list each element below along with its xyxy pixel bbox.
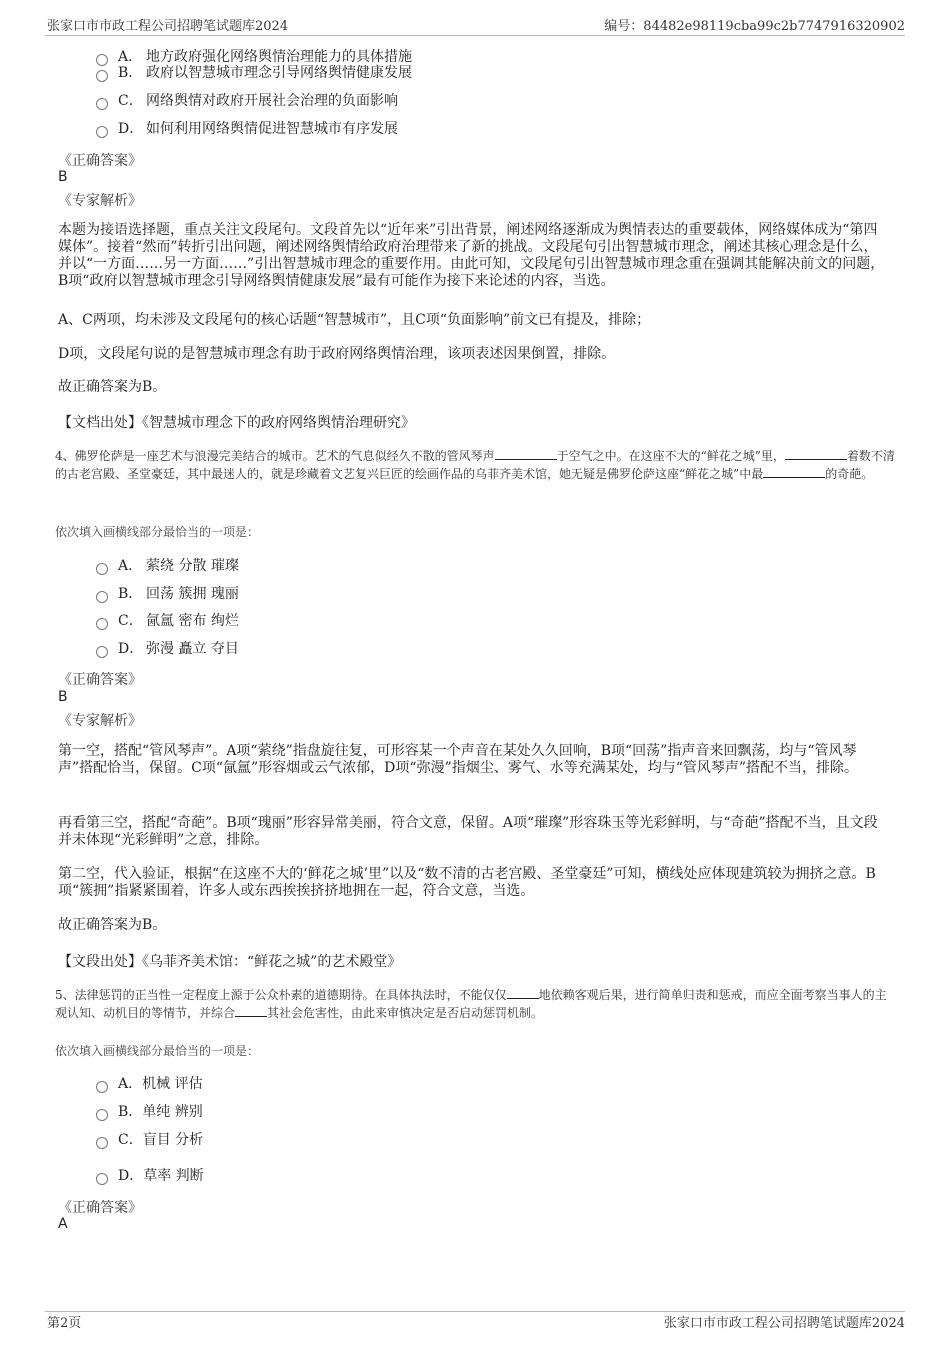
header-title: 张家口市市政工程公司招聘笔试题库2024 <box>47 19 289 34</box>
q4-prompt: 依次填入画横线部分最恰当的一项是： <box>55 525 260 539</box>
page-header <box>45 15 905 36</box>
q5-answer: A <box>58 1216 68 1232</box>
q3-answer: B <box>58 169 68 185</box>
radio-icon[interactable] <box>96 563 108 575</box>
footer-title: 张家口市市政工程公司招聘笔试题库2024 <box>663 1316 905 1331</box>
blank-3 <box>763 466 825 478</box>
q5-option-b[interactable]: B．单纯 辨别 <box>96 1102 203 1122</box>
q4-option-a[interactable]: A． 萦绕 分散 璀璨 <box>96 556 239 576</box>
correct-answer-label: 《正确答案》 <box>58 153 142 169</box>
q3-analysis-1: 本题为接语选择题，重点关注文段尾句。文段首先以“近年来”引出背景，阐述网络逐渐成为舆情表达的重要载体，网络媒体成为“第四媒体”。接着“然而”转折引出问题，阐述网络舆情给政府治理带来了新的挑战。文段尾句引出智慧城市理念，阐述其核心理念是什么，并以“一方面……另一方面……”引出智慧城市理念的重要作用。由此可知，文段尾句引出智慧城市理念重在强调其能解决前文的问题，B项“政府以智慧城市理念引导网络舆情健康发展”最有可能作为接下来论述的内容，当选。 <box>58 222 885 289</box>
q5-question: 5、法律惩罚的正当性一定程度上源于公众朴素的道德期待。在具体执法时，不能仅仅 地依赖客观后果，进行简单归责和惩戒，而应全面考察当事人的主观认知、动机目的等情节，并综合 其社会危害性，由此来审慎决定是否启动惩罚机制。 <box>55 988 887 1020</box>
radio-icon[interactable] <box>96 70 108 82</box>
q4-source: 【文段出处】《乌菲齐美术馆：“鲜花之城”的艺术殿堂》 <box>58 954 402 970</box>
q4-analysis-2: 再看第三空，搭配“奇葩”。B项“瑰丽”形容异常美丽，符合文意，保留。A项“璀璨”形容珠玉等光彩鲜明，与“奇葩”搭配不当，且文段并未体现“光彩鲜明”之意，排除。 <box>58 815 878 848</box>
q5-option-c[interactable]: C．盲目 分析 <box>96 1130 203 1150</box>
radio-icon[interactable] <box>96 1173 108 1185</box>
correct-answer-label: 《正确答案》 <box>58 1200 142 1216</box>
q3-analysis-3: D项，文段尾句说的是智慧城市理念有助于政府网络舆情治理，该项表述因果倒置，排除。 <box>58 346 616 362</box>
page-footer <box>45 1311 905 1331</box>
correct-answer-label: 《正确答案》 <box>58 672 142 688</box>
q4-analysis-3: 第二空，代入验证，根据“在这座不大的‘鲜花之城’里”以及“数不清的古老宫殿、圣堂豪廷”可知，横线处应体现建筑较为拥挤之意。B项“簇拥”指紧紧围着，许多人或东西挨挨挤挤地拥在一起，符合文意，当选。 <box>58 866 876 899</box>
q3-option-c[interactable]: C． 网络舆情对政府开展社会治理的负面影响 <box>96 91 398 111</box>
page-number: 第2页 <box>47 1316 82 1331</box>
radio-icon[interactable] <box>96 1137 108 1149</box>
radio-icon[interactable] <box>96 98 108 110</box>
expert-analysis-label: 《专家解析》 <box>58 193 142 209</box>
q4-answer: B <box>58 689 68 705</box>
q3-analysis-4: 故正确答案为B。 <box>58 379 167 395</box>
q3-option-a[interactable]: A． 地方政府强化网络舆情治理能力的具体措施 <box>96 47 412 67</box>
q4-analysis-1: 第一空，搭配“管风琴声”。A项“萦绕”指盘旋往复，可形容某一个声音在某处久久回响，B项“回荡”指声音来回飘荡，均与“管风琴声”搭配恰当，保留。C项“氤氲”形容烟或云气浓郁，D项“弥漫”指烟尘、雾气、水等充满某处，均与“管风琴声”搭配不当，排除。 <box>58 743 859 776</box>
radio-icon[interactable] <box>96 1081 108 1093</box>
q4-option-c[interactable]: C． 氤氲 密布 绚烂 <box>96 611 239 631</box>
blank-2 <box>785 448 847 460</box>
q3-option-b[interactable]: B． 政府以智慧城市理念引导网络舆情健康发展 <box>96 63 412 83</box>
blank-1 <box>495 448 557 460</box>
radio-icon[interactable] <box>96 126 108 138</box>
q5-option-d[interactable]: D．草率 判断 <box>96 1166 204 1186</box>
q3-analysis-2: A、C两项，均未涉及文段尾句的核心话题“智慧城市”，且C项“负面影响”前文已有提及，排除； <box>58 312 651 328</box>
radio-icon[interactable] <box>96 618 108 630</box>
radio-icon[interactable] <box>96 1109 108 1121</box>
blank-1 <box>507 987 539 999</box>
q4-option-b[interactable]: B． 回荡 簇拥 瑰丽 <box>96 584 239 604</box>
q4-option-d[interactable]: D． 弥漫 矗立 夺目 <box>96 639 239 659</box>
q3-source: 【文档出处】《智慧城市理念下的政府网络舆情治理研究》 <box>58 415 415 431</box>
q3-option-d[interactable]: D． 如何利用网络舆情促进智慧城市有序发展 <box>96 119 398 139</box>
q5-prompt: 依次填入画横线部分最恰当的一项是： <box>55 1044 260 1058</box>
document-id: 编号：84482e98119cba99c2b7747916320902 <box>604 19 905 34</box>
q4-analysis-4: 故正确答案为B。 <box>58 917 167 933</box>
radio-icon[interactable] <box>96 646 108 658</box>
q5-option-a[interactable]: A．机械 评估 <box>96 1074 203 1094</box>
radio-icon[interactable] <box>96 591 108 603</box>
expert-analysis-label: 《专家解析》 <box>58 713 142 729</box>
blank-2 <box>235 1005 267 1017</box>
q4-question: 4、佛罗伦萨是一座艺术与浪漫完美结合的城市。艺术的气息似经久不散的管风琴声 于空气之中。在这座不大的“鲜花之城”里， 着数不清的古老宫殿、圣堂豪廷，其中最迷人的，就是珍藏着文艺复兴巨匠的绘画作品的乌菲齐美术馆，她无疑是佛罗伦萨这座“鲜花之城”中最 的奇葩。 <box>55 449 895 481</box>
